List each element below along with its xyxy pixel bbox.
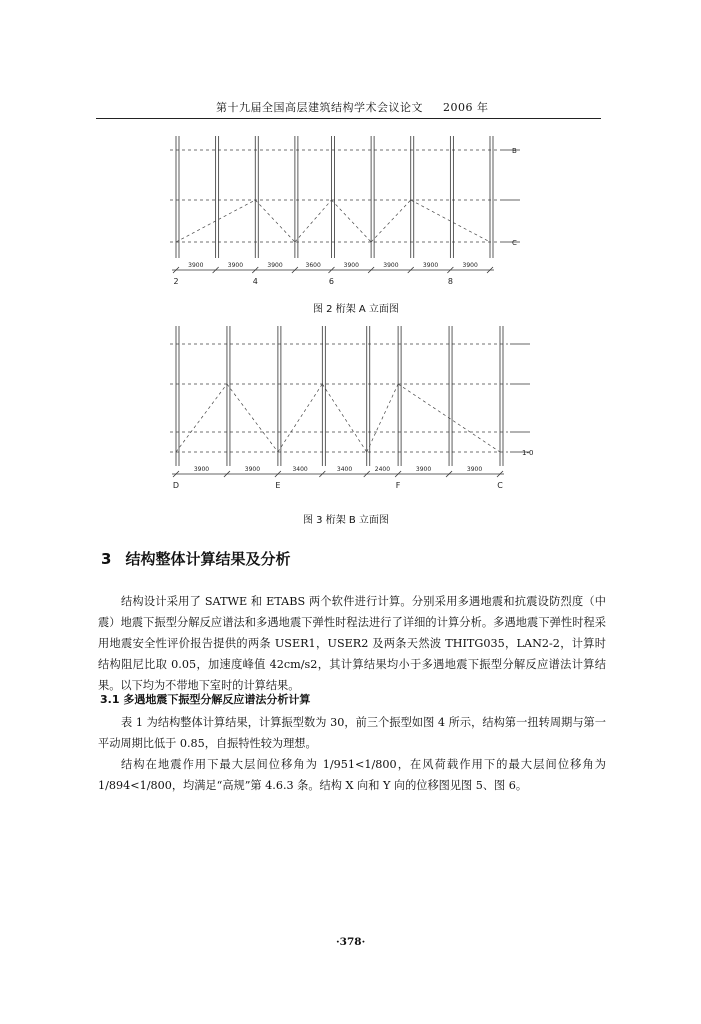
body-paragraph: 结构设计采用了 SATWE 和 ETABS 两个软件进行计算。分别采用多遇地震和抗震设防烈度（中震）地震下振型分解反应谱法和多遇地震下弹性时程法进行了详细的计算分析。多遇地震下弹性时程采用地震安全性评价报告提供的两条 USER1，USER2 及两条天然波 THITG035，LAN2-2，计算时结构阻尼比取 0.05，加速度峰值 42cm/s2，其计算结果均小于多遇地震下振型分解反应谱法计算结果。以下均为不带地下室时的计算结果。: [98, 595, 606, 692]
figure-2-caption: 图 2 桁架 A 立面图: [313, 304, 399, 315]
brace-line: [331, 200, 371, 242]
section-title: 结构整体计算结果及分析: [125, 550, 291, 568]
span-label: 3900: [466, 466, 483, 473]
brace-line: [322, 384, 366, 452]
axis-label: C: [497, 481, 503, 490]
header-title: 第十九届全国高层建筑结构学术会议论文: [216, 101, 423, 114]
figure-truss-a: [160, 132, 540, 292]
level-label: C: [512, 239, 517, 247]
span-label: 3900: [227, 262, 244, 269]
section-number: 3: [101, 550, 112, 568]
brace-line: [176, 384, 227, 452]
span-label: 3900: [422, 262, 439, 269]
header-year: 2006 年: [443, 101, 489, 114]
span-label: 3400: [292, 466, 308, 473]
section-heading: [101, 548, 290, 569]
truss-a-drawing: [160, 132, 540, 292]
brace-line: [367, 384, 398, 452]
axis-label: 4: [252, 277, 258, 286]
body-paragraph: 结构在地震作用下最大层间位移角为 1/951<1/800，在风荷载作用下的最大层间位移角为 1/894<1/800，均满足“高规”第 4.6.3 条。结构 X 向和 Y 向的位移图见图 5、图 6。: [98, 758, 606, 792]
span-label: 3400: [336, 466, 353, 473]
span-label: 3900: [343, 262, 359, 269]
span-label: 3900: [188, 262, 204, 269]
span-label: 2400: [374, 466, 391, 473]
brace-line: [371, 200, 411, 242]
span-label: 3900: [193, 466, 210, 473]
figure-truss-b: [160, 322, 550, 497]
brace-line: [295, 200, 332, 242]
span-label: 3900: [244, 466, 261, 473]
figure-3-caption: 图 3 桁架 B 立面图: [303, 515, 389, 526]
span-label: 3900: [415, 466, 432, 473]
axis-label: D: [172, 481, 180, 490]
truss-b-drawing: [160, 322, 550, 497]
span-label: 3600: [305, 262, 321, 269]
header-rule: [96, 118, 601, 119]
brace-line: [278, 384, 322, 452]
axis-label: 8: [447, 277, 453, 286]
axis-label: F: [395, 481, 401, 490]
level-label: B: [512, 147, 517, 155]
brace-line: [227, 384, 278, 452]
page-number: ·378·: [336, 936, 366, 948]
body-paragraph: 表 1 为结构整体计算结果，计算振型数为 30，前三个振型如图 4 所示，结构第一扭转周期与第一平动周期比低于 0.85，自振特性较为理想。: [98, 716, 606, 750]
span-label: 3900: [383, 262, 399, 269]
subsection-heading: 3.1 多遇地震下振型分解反应谱法分析计算: [100, 693, 311, 706]
span-label: 3900: [462, 262, 478, 269]
span-label: 3900: [267, 262, 283, 269]
level-label: 1-0: [522, 449, 534, 457]
axis-label: E: [275, 481, 281, 490]
axis-label: 2: [173, 277, 179, 286]
brace-line: [255, 200, 295, 242]
axis-label: 6: [328, 277, 335, 286]
running-header: [96, 99, 601, 115]
